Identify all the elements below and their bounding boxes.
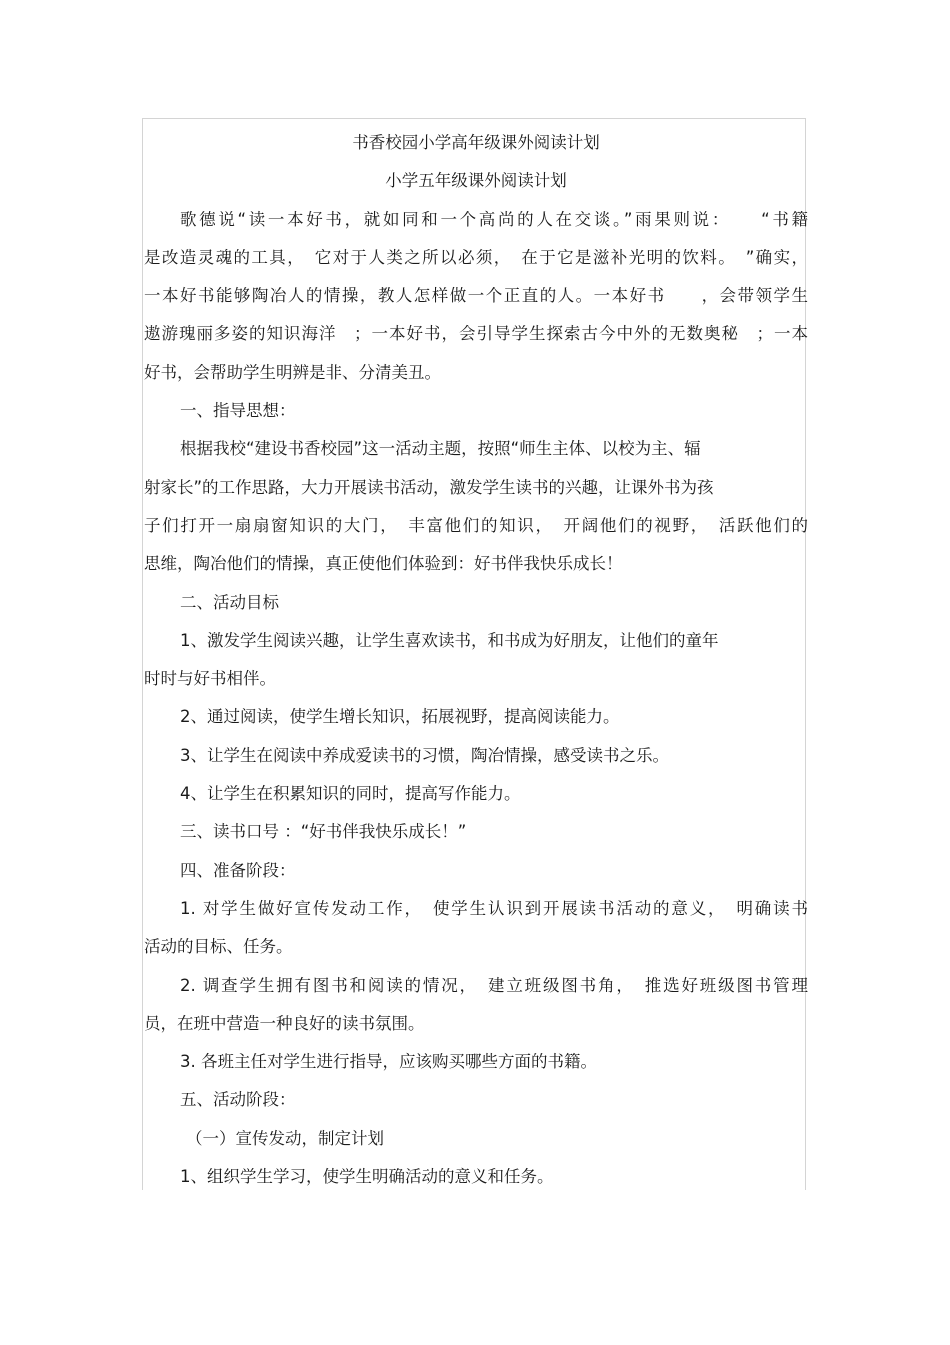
document-body [144,124,808,1196]
document-subtitle: 小学五年级课外阅读计划 [385,171,567,191]
section-4-heading: 四、准备阶段： [180,860,296,880]
intro-line-2: 是改造灵魂的工具， 它对于人类之所以必须， 在于它是滋补光明的饮料。 ”确实， [144,247,808,267]
intro-line-5: 好书，会帮助学生明辨是非、分清美丑。 [144,362,441,382]
section-1-paragraph [144,430,808,583]
goal-item-1-line-2: 时时与好书相伴。 [144,669,276,689]
prep-item-1-line-1: 1. 对学生做好宣传发动工作， 使学生认识到开展读书活动的意义， 明确读书 [180,898,808,918]
prep-item-3: 3. 各班主任对学生进行指导，应该购买哪些方面的书籍。 [180,1052,597,1072]
section-1-line-3: 子们打开一扇扇窗知识的大门， 丰富他们的知识， 开阔他们的视野， 活跃他们的 [144,515,808,535]
section-1-line-1: 根据我校“建设书香校园”这一活动主题，按照“师生主体、以校为主、辐 [180,439,701,459]
goal-item-4: 4、让学生在积累知识的同时，提高写作能力。 [180,784,521,804]
goal-item-1-line-1: 1、激发学生阅读兴趣，让学生喜欢读书，和书成为好朋友，让他们的童年 [180,630,719,650]
section-1-heading: 一、指导思想： [180,401,296,421]
section-1-line-4: 思维，陶冶他们的情操，真正使他们体验到：好书伴我快乐成长！ [144,554,623,574]
prep-item-2-line-1: 2. 调查学生拥有图书和阅读的情况， 建立班级图书角， 推选好班级图书管理 [180,975,808,995]
intro-paragraph [144,201,808,392]
activity-item-1: 1、组织学生学习，使学生明确活动的意义和任务。 [180,1167,554,1187]
goal-item-2: 2、通过阅读，使学生增长知识，拓展视野，提高阅读能力。 [180,707,620,727]
goal-item-3: 3、让学生在阅读中养成爱读书的习惯，陶冶情操，感受读书之乐。 [180,745,669,765]
section-5-subheading-1: （一）宣传发动，制定计划 [186,1128,384,1148]
prep-item-1-line-2: 活动的目标、任务。 [144,937,293,957]
section-3-heading: 三、读书口号 ：“好书伴我快乐成长！” [180,822,467,842]
section-5-heading: 五、活动阶段： [180,1090,296,1110]
prep-item-2-line-2: 员，在班中营造一种良好的读书氛围。 [144,1013,425,1033]
document-title: 书香校园小学高年级课外阅读计划 [352,133,600,152]
intro-line-3: 一本好书能够陶冶人的情操，教人怎样做一个正直的人。一本好书 ，会带领学生 [144,286,808,306]
intro-line-4: 遨游瑰丽多姿的知识海洋 ；一本好书，会引导学生探索古今中外的无数奥秘 ；一本 [144,324,808,344]
section-2-heading: 二、活动目标 [180,592,279,612]
intro-line-1: 歌德说“读一本好书，就如同和一个高尚的人在交谈。”雨果则说： “书籍 [180,209,808,229]
section-1-line-2: 射家长”的工作思路，大力开展读书活动，激发学生读书的兴趣，让课外书为孩 [144,477,714,497]
